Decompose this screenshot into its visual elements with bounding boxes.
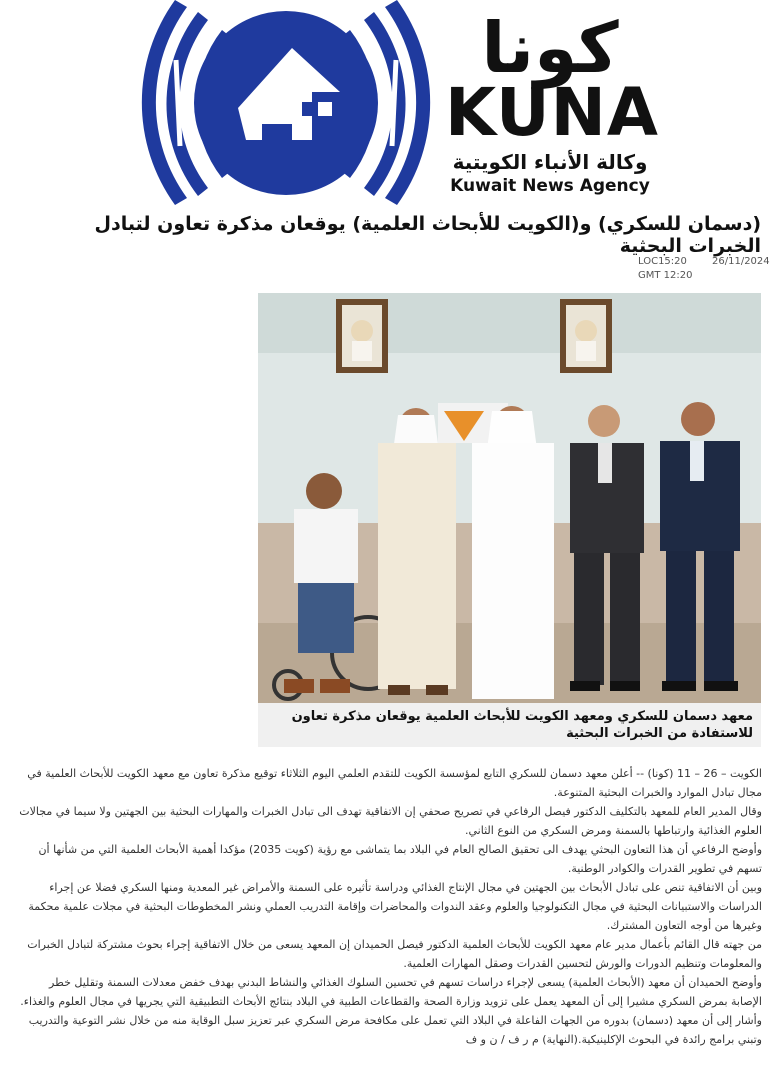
photo-caption: معهد دسمان للسكري ومعهد الكويت للأبحاث العلمية يوقعان مذكرة تعاون للاستفادة من الخبرات البحثية xyxy=(258,703,761,747)
signing-group-photo xyxy=(258,293,761,703)
article-photo xyxy=(258,293,761,703)
gmt-time: GMT 12:20 xyxy=(638,270,693,281)
article-headline: (دسمان للسكري) و(الكويت للأبحاث العلمية) يوقعان مذكرة تعاون لتبادل الخبرات البحثية xyxy=(94,213,761,257)
agency-name-arabic: وكالة الأنباء الكويتية xyxy=(452,150,648,174)
kuna-arabic-wordmark: كونا xyxy=(481,7,619,89)
kuna-logo-header xyxy=(0,0,779,205)
local-time: LOC15:20 xyxy=(638,256,687,267)
kuna-emblem-icon xyxy=(0,0,779,205)
article-paragraph: وقال المدير العام للمعهد بالتكليف الدكتور فيصل الرفاعي في تصريح صحفي إن الاتفاقية تهدف الى تبادل الخبرات والمهارات البحثية بين الجهتين ولا سيما في مجالات العلوم الغذائية وارتباطها بالسمنة ومرض السكري من النوع الثاني. xyxy=(19,805,762,837)
article-paragraph: وأشار إلى أن معهد (دسمان) بدوره من الجهات الفاعلة في البلاد التي تعمل على مكافحة مرض السكري عبر تعزيز سبل الوقاية منه من خلال نشر التوعية والتدريب وتبني برامج رائدة في البحوث الإكلينيكية.(النهاية) م ر ف / ن و ف xyxy=(28,1014,762,1046)
article-date: 26/11/2024 xyxy=(712,256,770,267)
article-paragraph: وبين أن الاتفاقية تنص على تبادل الأبحاث بين الجهتين في مجال الإنتاج الغذائي ودراسة تأثيره على السمنة والأمراض غير المعدية ومنها السكري فضلا عن إجراء الدراسات والاستبيانات البحثية في مجال التكنولوجيا والعلوم وعقد الندوات والمحاضرات وإقامة التدريب العملي ونشر المخطوطات البحثية في مجلات علمية محكمة وغيرها من أوجه التعاون المشترك. xyxy=(28,881,762,932)
article-time xyxy=(638,255,692,283)
article-paragraph: وأوضح الحميدان أن معهد (الأبحاث العلمية) يسعى لإجراء دراسات تسهم في تحسين السلوك الغذائي والنشاط البدني بهدف خفض معدلات السمنة وتقليل خطر الإصابة بمرض السكري مشيرا إلى أن المعهد يعمل على تزويد وزارة الصحة والقطاعات الطبية في البلاد بنتائج الأبحاث التطبيقية التي يجريها في مجال العلوم والغذاء. xyxy=(20,976,762,1008)
article-body xyxy=(16,764,762,1049)
kuna-latin-wordmark: KUNA xyxy=(445,74,659,151)
article-paragraph: الكويت – 26 – 11 (كونا) -- أعلن معهد دسمان للسكري التابع لمؤسسة الكويت للتقدم العلمي اليوم الثلاثاء توقيع مذكرة تعاون مع معهد الكويت للأبحاث العلمية في مجال تبادل الموارد والخبرات البحثية المتنوعة. xyxy=(27,767,762,799)
agency-name-english: Kuwait News Agency xyxy=(450,176,650,196)
article-paragraph: من جهته قال القائم بأعمال مدير عام معهد الكويت للأبحاث العلمية الدكتور فيصل الحميدان إن المعهد يسعى من خلال الاتفاقية إجراء بحوث مشتركة لتبادل الخبرات والمعلومات وتنظيم الدورات والورش لتحسين القدرات وصقل المهارات العلمية. xyxy=(27,938,762,970)
article-paragraph: وأوضح الرفاعي أن هذا التعاون البحثي يهدف الى تحقيق الصالح العام في البلاد بما يتماشى مع رؤية (كويت 2035) مؤكدا أهمية الأبحاث العلمية التي من شأنها أن تسهم في تطوير القدرات والكوادر الوطنية. xyxy=(38,843,762,875)
